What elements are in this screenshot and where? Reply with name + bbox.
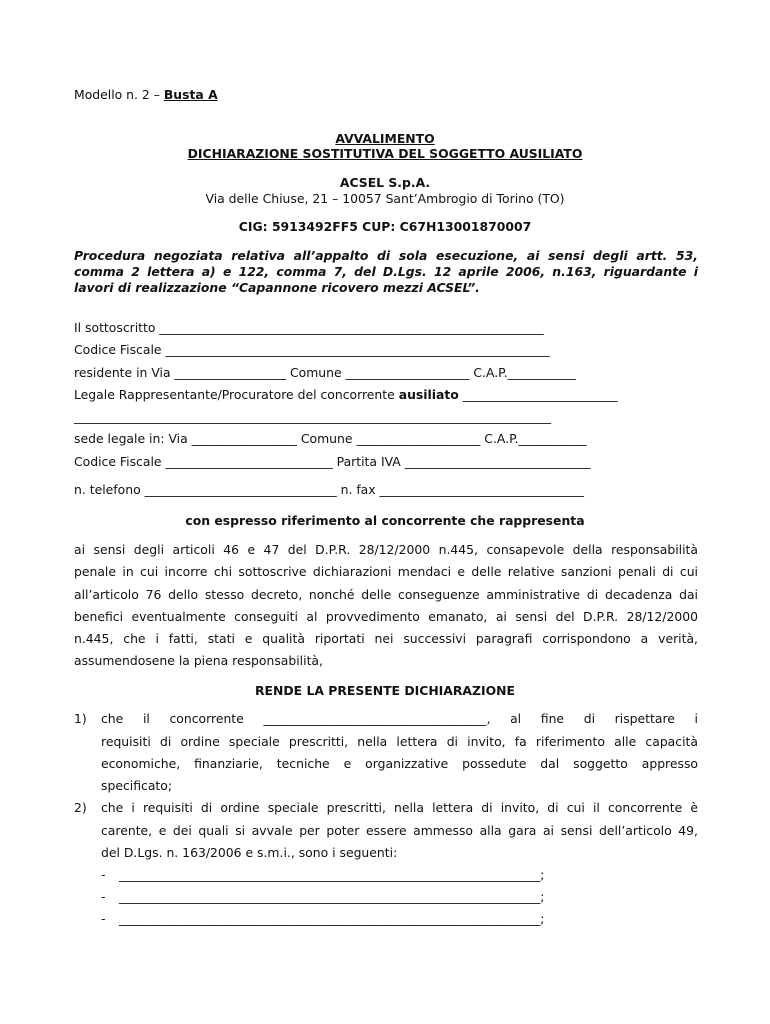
tax-code-field[interactable]: Codice Fiscale ______________________________________________________________ [74, 342, 550, 357]
legal-rep-suffix: _________________________ [458, 387, 618, 402]
requirement-dash: - [101, 889, 106, 904]
tender-codes: CIG: 5913492FF5 CUP: C67H13001870007 [238, 219, 532, 234]
residence-field[interactable]: residente in Via __________________ Comune ____________________ C.A.P.___________ [74, 365, 576, 380]
procedure-line-2: comma 2 lettera a) e 122, comma 7, del D.Lgs. 12 aprile 2006, n.163, riguardante i [74, 264, 698, 279]
item-1-number: 1) [74, 711, 87, 726]
legal-rep-prefix: Legale Rappresentante/Procuratore del concorrente [74, 387, 399, 402]
declaration-line-4: benefici eventualmente conseguiti al provvedimento emanato, ai sensi del D.P.R. 28/12/2000 [74, 609, 698, 624]
rende-heading: RENDE LA PRESENTE DICHIARAZIONE [255, 683, 515, 698]
document-title: AVVALIMENTO [335, 131, 435, 146]
model-number: Modello n. 2 – [74, 87, 164, 102]
model-header [74, 87, 218, 102]
item-1-line-3: economiche, finanziarie, tecniche e organizzative possedute dal soggetto appresso [101, 756, 698, 771]
requirement-field-3[interactable]: ____________________________________________________________________; [119, 911, 545, 926]
declaration-line-5: n.445, che i fatti, stati e qualità riportati nei successivi paragrafi corrispondono a verità, [74, 631, 698, 646]
declaration-line-6: assumendosene la piena responsabilità, [74, 653, 323, 668]
item-2-number: 2) [74, 800, 87, 815]
requirement-dash: - [101, 867, 106, 882]
company-address: Via delle Chiuse, 21 – 10057 Sant’Ambrogio di Torino (TO) [205, 191, 565, 206]
phone-fax-field[interactable]: n. telefono _______________________________ n. fax _________________________________ [74, 482, 584, 497]
declaration-line-3: all’articolo 76 dello stesso decreto, nonché delle conseguenze amministrative di decadenza dai [74, 587, 698, 602]
legal-seat-field[interactable]: sede legale in: Via _________________ Comune ____________________ C.A.P.___________ [74, 431, 587, 446]
declaration-line-1: ai sensi degli articoli 46 e 47 del D.P.R. 28/12/2000 n.445, consapevole della responsabilità [74, 542, 698, 557]
reference-heading: con espresso riferimento al concorrente che rappresenta [185, 513, 585, 528]
requirement-field-2[interactable]: ____________________________________________________________________; [119, 889, 545, 904]
tax-vat-field[interactable]: Codice Fiscale ___________________________ Partita IVA ______________________________ [74, 454, 591, 469]
item-1-line-2: requisiti di ordine speciale prescritti, nella lettera di invito, fa riferimento alle capacità [101, 734, 698, 749]
legal-representative-field[interactable] [74, 387, 618, 402]
item-1-line-1[interactable]: che il concorrente ____________________________________, al fine di rispettare i [101, 711, 698, 726]
legal-rep-bold: ausiliato [398, 387, 459, 402]
requirement-dash: - [101, 911, 106, 926]
item-2-line-1: che i requisiti di ordine speciale prescritti, nella lettera di invito, di cui il concorrente è [101, 800, 698, 815]
legal-representative-continuation[interactable]: _____________________________________________________________________________ [74, 409, 552, 424]
company-name: ACSEL S.p.A. [339, 175, 431, 190]
item-2-line-3: del D.Lgs. n. 163/2006 e s.m.i., sono i seguenti: [101, 845, 398, 860]
procedure-line-3: lavori di realizzazione “Capannone ricovero mezzi ACSEL”. [74, 280, 480, 295]
item-2-line-2: carente, e dei quali si avvale per poter essere ammesso alla gara ai sensi dell’articolo 49, [101, 823, 698, 838]
requirement-field-1[interactable]: ____________________________________________________________________; [119, 867, 545, 882]
procedure-line-1: Procedura negoziata relativa all’appalto di sola esecuzione, ai sensi degli artt. 53, [74, 248, 698, 263]
signatory-field[interactable]: Il sottoscritto ______________________________________________________________ [74, 320, 544, 335]
declaration-line-2: penale in cui incorre chi sottoscrive dichiarazioni mendaci e delle relative sanzioni penali di cui [74, 564, 698, 579]
item-1-line-4: specificato; [101, 778, 173, 793]
envelope-label: Busta A [163, 87, 218, 102]
document-subtitle: DICHIARAZIONE SOSTITUTIVA DEL SOGGETTO AUSILIATO [187, 146, 583, 161]
